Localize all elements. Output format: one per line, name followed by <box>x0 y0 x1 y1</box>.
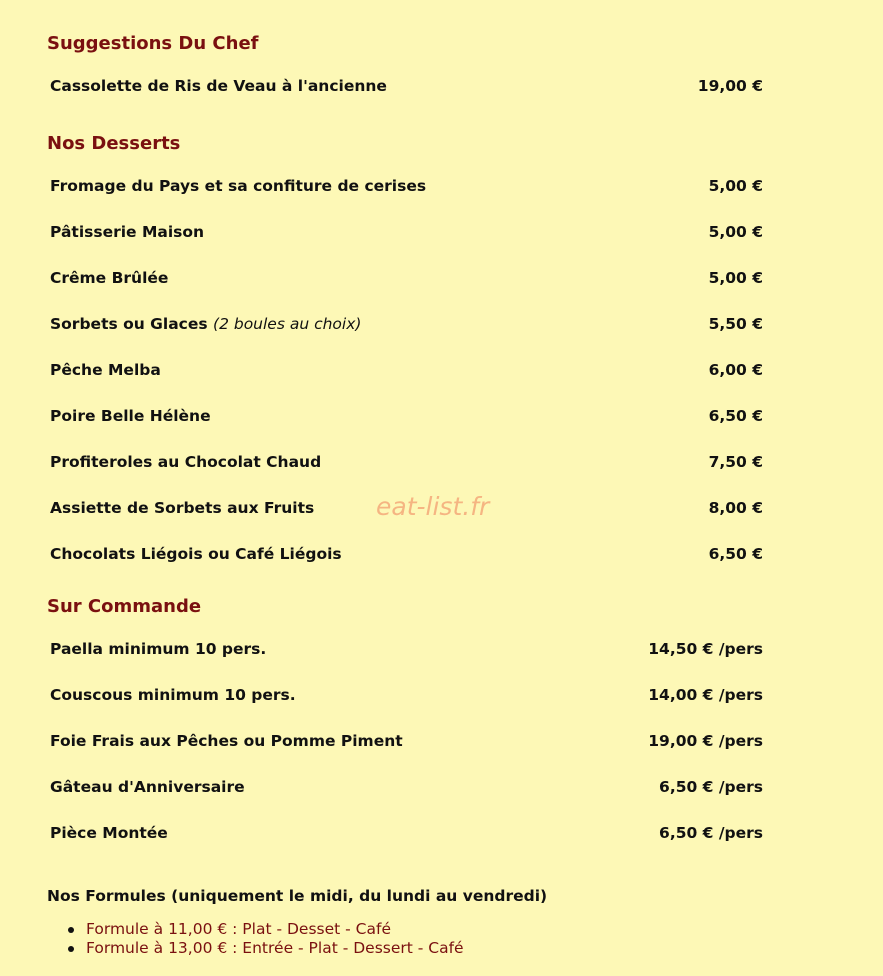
menu-item <box>50 74 763 98</box>
formula-text: Formule à 13,00 € : Entrée - Plat - Dessert - Café <box>86 939 464 957</box>
menu-item-name-text: Sorbets ou Glaces <box>50 315 208 333</box>
menu-item-price: 14,00 € /pers <box>648 686 763 704</box>
menu-item <box>50 450 763 474</box>
menu-item <box>50 821 763 845</box>
menu-item <box>50 775 763 799</box>
menu-item <box>50 312 763 336</box>
menu-item-price: 6,50 € /pers <box>659 778 763 796</box>
bullet-icon <box>68 946 74 952</box>
menu-item <box>50 174 763 198</box>
menu-item-name: Cassolette de Ris de Veau à l'ancienne <box>50 77 387 95</box>
menu-item <box>50 637 763 661</box>
menu-item <box>50 404 763 428</box>
menu-item <box>50 542 763 566</box>
menu-item-name: Gâteau d'Anniversaire <box>50 778 245 796</box>
menu-item-name: Paella minimum 10 pers. <box>50 640 267 658</box>
menu-item <box>50 220 763 244</box>
menu-item-price: 19,00 € <box>697 77 763 95</box>
menu-item <box>50 683 763 707</box>
menu-item-price: 19,00 € /pers <box>648 732 763 750</box>
menu-item <box>50 358 763 382</box>
menu-item-price: 6,50 € /pers <box>659 824 763 842</box>
menu-item-name: Couscous minimum 10 pers. <box>50 686 296 704</box>
formula-item <box>66 920 464 939</box>
formulas-title: Nos Formules (uniquement le midi, du lundi au vendredi) <box>47 887 548 905</box>
menu-item-price: 6,00 € <box>708 361 763 379</box>
section-title-sur-commande: Sur Commande <box>47 596 202 617</box>
menu-item-name <box>50 312 361 336</box>
menu-item-name: Chocolats Liégois ou Café Liégois <box>50 545 342 563</box>
menu-item-price: 7,50 € <box>708 453 763 471</box>
menu-item <box>50 266 763 290</box>
formula-text: Formule à 11,00 € : Plat - Desset - Café <box>86 920 391 938</box>
menu-item <box>50 729 763 753</box>
menu-item-name: Poire Belle Hélène <box>50 407 211 425</box>
menu-item-price: 5,50 € <box>708 315 763 333</box>
menu-item-name: Pêche Melba <box>50 361 161 379</box>
formulas-list <box>66 920 464 958</box>
menu-item-name: Crême Brûlée <box>50 269 169 287</box>
menu-item-name: Pièce Montée <box>50 824 168 842</box>
menu-item-name: Foie Frais aux Pêches ou Pomme Piment <box>50 732 403 750</box>
menu-item-price: 6,50 € <box>708 407 763 425</box>
menu-item-price: 5,00 € <box>708 223 763 241</box>
menu-item-note: (2 boules au choix) <box>213 315 362 333</box>
menu-item-name: Fromage du Pays et sa confiture de cerises <box>50 177 427 195</box>
menu-item-name: Assiette de Sorbets aux Fruits <box>50 499 315 517</box>
menu-item-price: 5,00 € <box>708 269 763 287</box>
formula-item <box>66 939 464 958</box>
menu-item-price: 14,50 € /pers <box>648 640 763 658</box>
section-title-desserts: Nos Desserts <box>47 133 181 154</box>
menu-item-name: Profiteroles au Chocolat Chaud <box>50 453 322 471</box>
menu-item-price: 6,50 € <box>708 545 763 563</box>
bullet-icon <box>68 927 74 933</box>
watermark: eat-list.fr <box>376 492 490 521</box>
menu-item-price: 5,00 € <box>708 177 763 195</box>
section-title-suggestions: Suggestions Du Chef <box>47 33 259 54</box>
menu-item-price: 8,00 € <box>708 499 763 517</box>
menu-item-name: Pâtisserie Maison <box>50 223 205 241</box>
